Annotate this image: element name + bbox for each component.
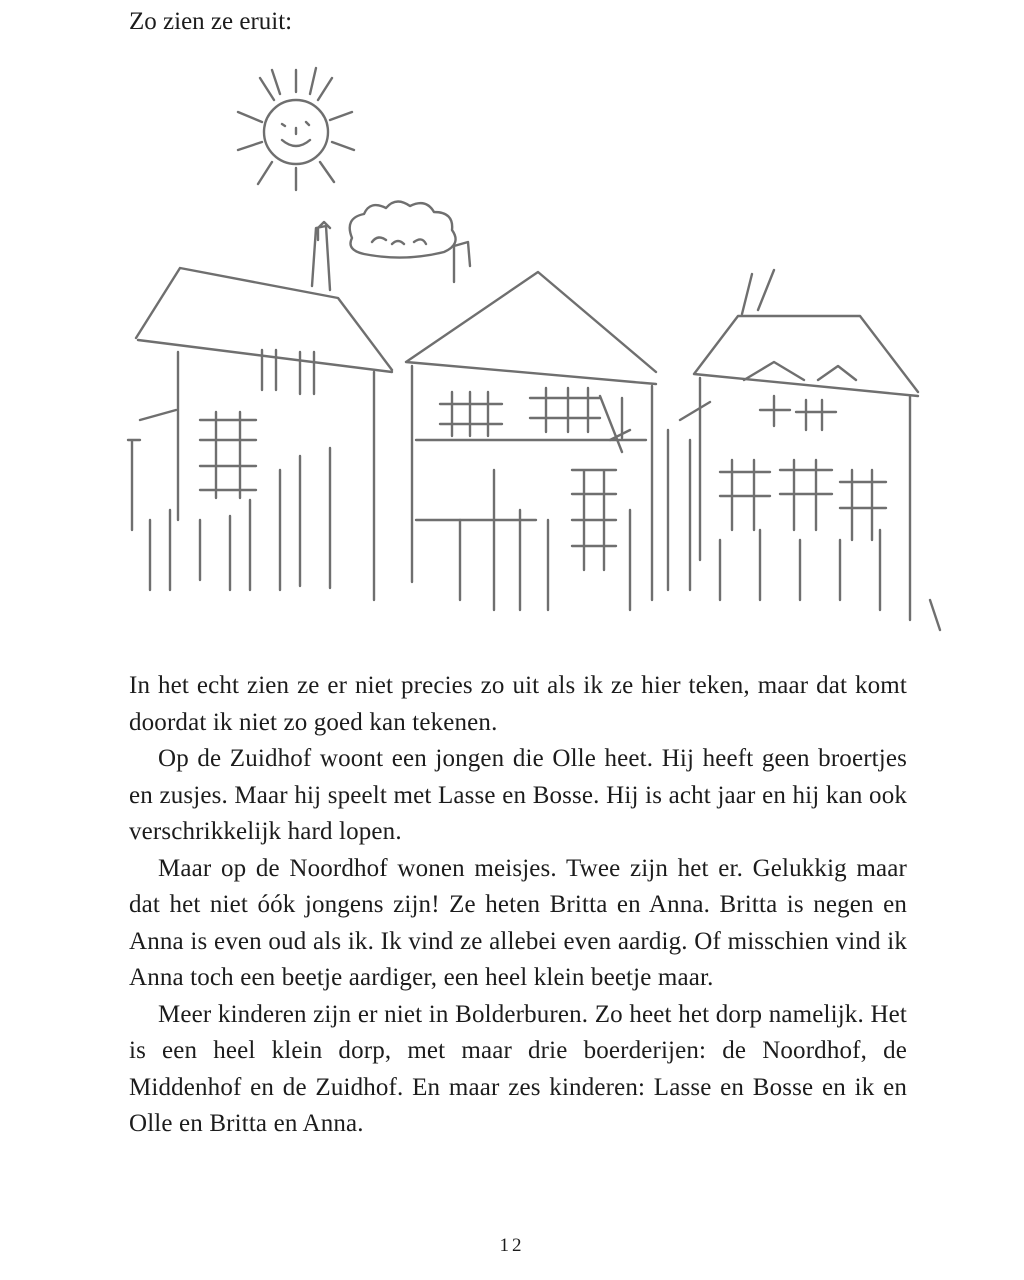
intro-line: Zo zien ze eruit: <box>129 8 293 35</box>
paragraph: In het echt zien ze er niet precies zo uit als ik ze hier teken, maar dat komt doordat ik niet zo goed kan tekenen. <box>129 672 907 736</box>
paragraph: Meer kinderen zijn er niet in Bolderburen. Zo heet het dorp namelijk. Het is een heel klein dorp, met maar drie boerderijen: de Noordhof, de Middenhof en de Zuidhof. En maar zes kinderen: Lasse en Bosse en ik en Olle en Britta en Anna. <box>129 1000 907 1137</box>
child-drawing-three-farmhouses-icon <box>105 60 945 640</box>
paragraph: Op de Zuidhof woont een jongen die Olle heet. Hij heeft geen broertjes en zusjes. Maar hij speelt met Lasse en Bosse. Hij is acht jaar en hij kan ook verschrikkelijk hard lopen. <box>129 745 907 845</box>
cloud-icon <box>350 201 456 257</box>
middle-house-icon <box>406 242 656 610</box>
right-house-icon <box>668 270 940 630</box>
left-house-icon <box>128 222 392 600</box>
body-text <box>129 668 907 1143</box>
page-number: 12 <box>499 1235 525 1256</box>
sun-icon <box>238 68 354 190</box>
paragraph: Maar op de Noordhof wonen meisjes. Twee zijn het er. Gelukkig maar dat het niet óók jongens zijn! Ze heten Britta en Anna. Britta is negen en Anna is even oud als ik. Ik vind ze allebei even aardig. Of misschien vind ik Anna toch een beetje aardiger, een heel klein beetje maar. <box>129 854 907 991</box>
